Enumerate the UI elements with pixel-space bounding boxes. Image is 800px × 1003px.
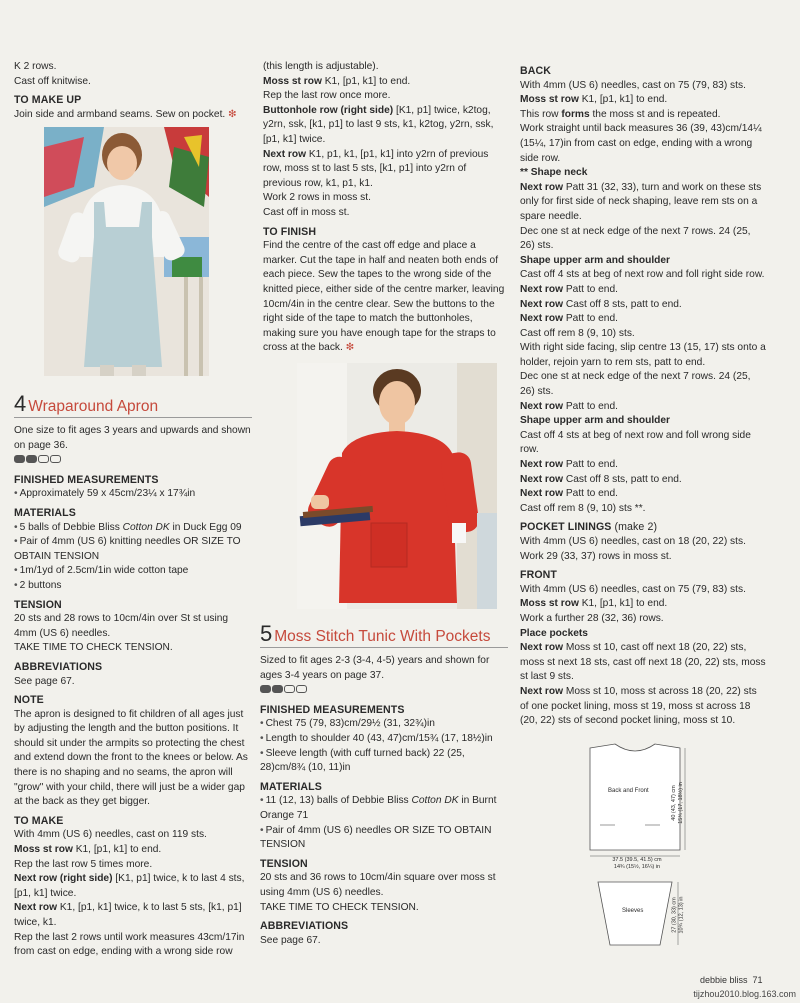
instruction: Next row Patt to end.	[520, 283, 618, 295]
material-item: • 2 buttons	[14, 579, 252, 594]
rating-dot	[14, 455, 25, 463]
to-finish-text: Find the centre of the cast off edge and place a marker. Cut the tape in half and neaten both ends of each piece. Sew the tapes to the wrong side of the knitted piece, either side of the centre marker, leaving 10cm/4in in the centre clear. Sew the buttons to the right side of the tape to match the buttonholes, making sure you have enough tape for the straps to cross at the back. ❇	[263, 240, 505, 354]
finished-measurements-heading: FINISHED MEASUREMENTS	[14, 473, 159, 486]
measurement-item: • Chest 75 (79, 83)cm/29½ (31, 32¾)in	[260, 717, 508, 732]
place-pockets-heading: Place pockets	[520, 627, 588, 639]
height-label: 40 (43, 47) cm 15¾ (17, 18½) in	[670, 782, 684, 824]
star-icon: ❇	[345, 342, 355, 354]
back-front-label: Back and Front	[608, 788, 649, 794]
instruction: With 4mm (US 6) needles, cast on 119 sts.	[14, 829, 207, 841]
instruction: This row forms the moss st and is repeated.	[520, 108, 721, 120]
instruction: Next row K1, p1, k1, [p1, k1] into y2rn of previous row, moss st to last 5 sts, [k1, p1] into y2rn of previous row, k1, p1, k1.	[263, 148, 489, 189]
rating-dot	[260, 685, 271, 693]
difficulty-rating	[260, 685, 307, 693]
pattern-number: 4	[14, 391, 27, 416]
materials-heading: MATERIALS	[14, 506, 76, 519]
instruction: Moss st row K1, [p1, k1] to end.	[14, 844, 162, 856]
note-heading: NOTE	[14, 694, 44, 707]
measurement-item: • Length to shoulder 40 (43, 47)cm/15¾ (17, 18½)in	[260, 732, 508, 747]
instruction: With right side facing, slip centre 13 (15, 17) sts onto a holder, rejoin yarn to rem sts, patt to end.	[520, 342, 766, 368]
instruction: Next row Patt to end.	[520, 488, 618, 500]
to-make-heading: TO MAKE	[14, 814, 64, 827]
tunic-pattern	[260, 618, 508, 948]
abbreviations-heading: ABBREVIATIONS	[14, 660, 103, 673]
instruction: Next row Patt to end.	[520, 459, 618, 471]
instruction: Work a further 28 (32, 36) rows.	[520, 612, 664, 624]
shape-upper-arm-heading: Shape upper arm and shoulder	[520, 254, 671, 266]
tension-text: 20 sts and 28 rows to 10cm/4in over St st using 4mm (US 6) needles.	[14, 613, 229, 639]
middle-column	[263, 60, 507, 356]
instruction: Work 29 (33, 37) rows in moss st.	[520, 550, 672, 562]
watermark: tijzhou2010.blog.163.com	[693, 989, 796, 999]
text-line: Cast off knitwise.	[14, 75, 91, 87]
material-item: • 1m/1yd of 2.5cm/1in wide cotton tape	[14, 564, 252, 579]
right-column	[520, 60, 766, 729]
abbreviations-text: See page 67.	[14, 675, 75, 687]
back-heading: BACK	[520, 65, 552, 77]
back-front-outline	[590, 744, 680, 850]
measurement-item: • Sleeve length (with cuff turned back) 22 (25, 28)cm/8¾ (10, 11)in	[260, 747, 508, 776]
apron-photo	[44, 127, 209, 376]
rating-dot	[284, 685, 295, 693]
instruction: Next row Cast off 8 sts, patt to end.	[520, 298, 682, 310]
shape-upper-arm-heading: Shape upper arm and shoulder	[520, 415, 671, 427]
instruction: Next row Moss st 10, cast off next 18 (20, 22) sts, moss st next 18 sts, cast off next 18 (20, 22) sts, moss st last 9 sts.	[520, 642, 766, 683]
tension-heading: TENSION	[260, 857, 308, 870]
instruction: Next row Patt to end.	[520, 313, 618, 325]
instruction: Cast off rem 8 (9, 10) sts **.	[520, 502, 646, 514]
instruction: Next row Moss st 10, moss st across 18 (20, 22) sts of one pocket lining, moss st 19, moss st across 18 (20, 22) sts of second pocket lining, moss st 10.	[520, 685, 757, 727]
note-text: The apron is designed to fit children of all ages just by adjusting the length and the button positions. It should sit under the armpits so protecting the chest and extend down the front to the knees or below. As there is no shaping and no seams, the apron will "grow" with your child, there will just be a wider gap at the back as they get bigger.	[14, 708, 248, 808]
apron-intro: One size to fit ages 3 years and upwards and shown on page 36.	[14, 425, 251, 451]
instruction: With 4mm (US 6) needles, cast on 75 (79, 83) sts.	[520, 79, 746, 91]
instruction: Next row Patt to end.	[520, 400, 618, 412]
tunic-photo	[297, 363, 497, 609]
to-finish-heading: TO FINISH	[263, 225, 317, 238]
apron-title	[14, 391, 252, 418]
page-footer	[700, 975, 763, 985]
rating-dot	[26, 455, 37, 463]
instruction: Next row Cast off 8 sts, patt to end.	[520, 473, 682, 485]
instruction: Next row (right side) [K1, p1] twice, k to last 4 sts, [p1, k1] twice.	[14, 873, 245, 899]
pattern-title: Wraparound Apron	[28, 398, 159, 415]
instruction: Work straight until back measures 36 (39, 43)cm/14¼ (15¼, 17)in from cast on edge, ending with a wrong side row.	[520, 123, 762, 164]
star-icon: ❇	[228, 108, 237, 120]
instruction: Dec one st at neck edge of the next 7 rows. 24 (25, 26) sts.	[520, 371, 751, 398]
text-line: K 2 rows.	[14, 61, 57, 72]
to-make-up-heading: TO MAKE UP	[14, 94, 82, 107]
width-label: 37.5 (39.5, 41.5) cm 14¾ (15½, 16¼) in	[612, 857, 662, 870]
pocket-linings-heading: POCKET LININGS (make 2)	[520, 521, 658, 534]
tension-heading: TENSION	[14, 598, 62, 611]
difficulty-rating	[14, 455, 61, 463]
tension-text: 20 sts and 36 rows to 10cm/4in square over moss st using 4mm (US 6) needles.	[260, 872, 496, 898]
tension-check: TAKE TIME TO CHECK TENSION.	[14, 642, 173, 654]
measurement-item: • Approximately 59 x 45cm/23¼ x 17¾in	[14, 487, 252, 502]
rating-dot	[50, 455, 61, 463]
rating-dot	[38, 455, 49, 463]
instruction: Cast off 4 sts at beg of next row and foll wrong side row.	[520, 429, 751, 456]
instruction: Work 2 rows in moss st.	[263, 192, 371, 204]
finished-measurements-heading: FINISHED MEASUREMENTS	[260, 703, 405, 716]
pattern-title: Moss Stitch Tunic With Pockets	[274, 628, 491, 645]
instruction: Cast off 4 sts at beg of next row and foll right side row.	[520, 269, 765, 281]
material-item: • Pair of 4mm (US 6) needles OR SIZE TO OBTAIN TENSION	[260, 824, 508, 853]
schematic-diagram	[580, 740, 730, 965]
sleeve-length-label: 27 (30, 33) cm 10¾ (12, 13) in	[671, 896, 685, 934]
tunic-intro: Sized to fit ages 2-3 (3-4, 4-5) years and shown for ages 3-4 years on page 37.	[260, 655, 490, 681]
to-make-up-text: Join side and armband seams. Sew on pocket. ❇	[14, 108, 237, 120]
rating-dot	[296, 685, 307, 693]
tension-check: TAKE TIME TO CHECK TENSION.	[260, 901, 419, 913]
instruction: Cast off rem 8 (9, 10) sts.	[520, 327, 635, 339]
material-item: • Pair of 4mm (US 6) knitting needles OR SIZE TO OBTAIN TENSION	[14, 535, 252, 564]
shape-neck-heading: ** Shape neck	[520, 167, 588, 179]
material-item: • 5 balls of Debbie Bliss Cotton DK in Duck Egg 09	[14, 521, 252, 536]
instruction: Dec one st at neck edge of the next 7 rows. 24 (25, 26) sts.	[520, 225, 751, 252]
apron-pattern	[14, 388, 252, 960]
instruction: Cast off in moss st.	[263, 206, 350, 218]
rating-dot	[272, 685, 283, 693]
instruction: Rep the last row once more.	[263, 90, 391, 102]
tunic-title	[260, 621, 508, 648]
instruction: Moss st row K1, [p1, k1] to end.	[263, 75, 411, 87]
instruction: Moss st row K1, [p1, k1] to end.	[520, 94, 668, 106]
left-column	[14, 60, 252, 122]
instruction: Moss st row K1, [p1, k1] to end.	[520, 598, 668, 610]
front-heading: FRONT	[520, 569, 557, 582]
instruction: Rep the last row 5 times more.	[14, 858, 153, 870]
abbreviations-heading: ABBREVIATIONS	[260, 920, 349, 933]
instruction: With 4mm (US 6) needles, cast on 18 (20, 22) sts.	[520, 536, 746, 547]
pattern-number: 5	[260, 621, 273, 646]
instruction: (this length is adjustable).	[263, 61, 379, 72]
instruction: Rep the last 2 rows until work measures 43cm/17in from cast on edge, ending with a wrong side row	[14, 931, 245, 958]
brand-name: debbie bliss	[700, 975, 748, 985]
instruction: Buttonhole row (right side) [K1, p1] twice, k2tog, y2rn, ssk, [k1, p1] to last 9 sts, k1, k2tog, y2rn, ssk, [p1, k1] twice.	[263, 104, 494, 145]
material-item: • 11 (12, 13) balls of Debbie Bliss Cotton DK in Burnt Orange 71	[260, 794, 508, 823]
instruction: Next row Patt 31 (32, 33), turn and work on these sts only for first side of neck shaping, leave rem sts on a spare needle.	[520, 181, 762, 222]
sleeves-label: Sleeves	[622, 908, 644, 914]
abbreviations-text: See page 67.	[260, 934, 321, 946]
instruction: Next row K1, [p1, k1] twice, k to last 5 sts, [k1, p1] twice, k1.	[14, 902, 242, 928]
instruction: With 4mm (US 6) needles, cast on 75 (79, 83) sts.	[520, 583, 746, 595]
materials-heading: MATERIALS	[260, 780, 322, 793]
page-number: 71	[752, 975, 763, 985]
